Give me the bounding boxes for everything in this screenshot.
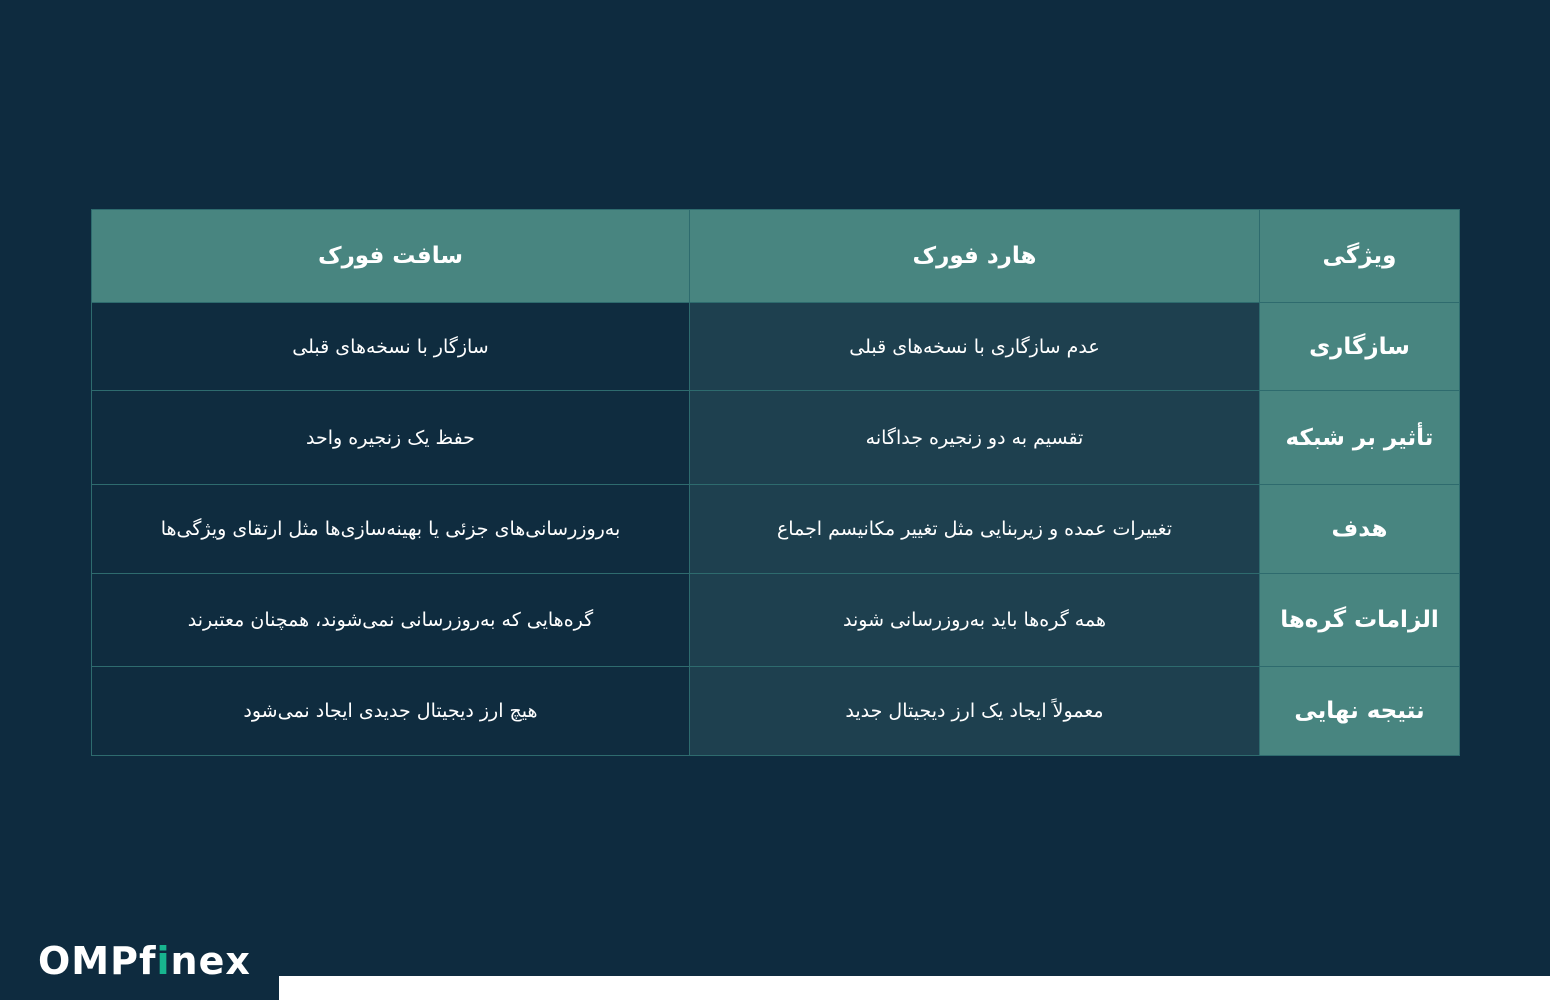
hard-fork-cell: همه گره‌ها باید به‌روزرسانی شوند [690, 574, 1260, 667]
table-row [92, 574, 1460, 667]
header-feature: ویژگی [1260, 210, 1460, 303]
feature-cell: هدف [1260, 485, 1460, 574]
hard-fork-cell: معمولاً ایجاد یک ارز دیجیتال جدید [690, 667, 1260, 756]
logo-text-start: OMPf [38, 939, 157, 983]
hard-fork-cell: عدم سازگاری با نسخه‌های قبلی [690, 303, 1260, 391]
comparison-table [91, 209, 1460, 756]
feature-cell: نتیجه نهایی [1260, 667, 1460, 756]
table-row [92, 485, 1460, 574]
feature-cell: الزامات گره‌ها [1260, 574, 1460, 667]
soft-fork-cell: گره‌هایی که به‌روزرسانی نمی‌شوند، همچنان معتبرند [92, 574, 690, 667]
hard-fork-cell: تقسیم به دو زنجیره جداگانه [690, 391, 1260, 485]
soft-fork-cell: به‌روزرسانی‌های جزئی یا بهینه‌سازی‌ها مثل ارتقای ویژگی‌ها [92, 485, 690, 574]
hard-fork-cell: تغییرات عمده و زیربنایی مثل تغییر مکانیسم اجماع [690, 485, 1260, 574]
logo-text-accent: i [156, 939, 171, 983]
soft-fork-cell: هیچ ارز دیجیتال جدیدی ایجاد نمی‌شود [92, 667, 690, 756]
header-hard-fork: هارد فورک [690, 210, 1260, 303]
table-row [92, 391, 1460, 485]
logo-text-end: nex [170, 939, 251, 983]
feature-cell: سازگاری [1260, 303, 1460, 391]
bottom-strip [279, 976, 1550, 1000]
header-soft-fork: سافت فورک [92, 210, 690, 303]
feature-cell: تأثیر بر شبکه [1260, 391, 1460, 485]
soft-fork-cell: سازگار با نسخه‌های قبلی [92, 303, 690, 391]
brand-logo [38, 936, 251, 986]
table-header-row [92, 210, 1460, 303]
soft-fork-cell: حفظ یک زنجیره واحد [92, 391, 690, 485]
table-row [92, 303, 1460, 391]
table-row [92, 667, 1460, 756]
